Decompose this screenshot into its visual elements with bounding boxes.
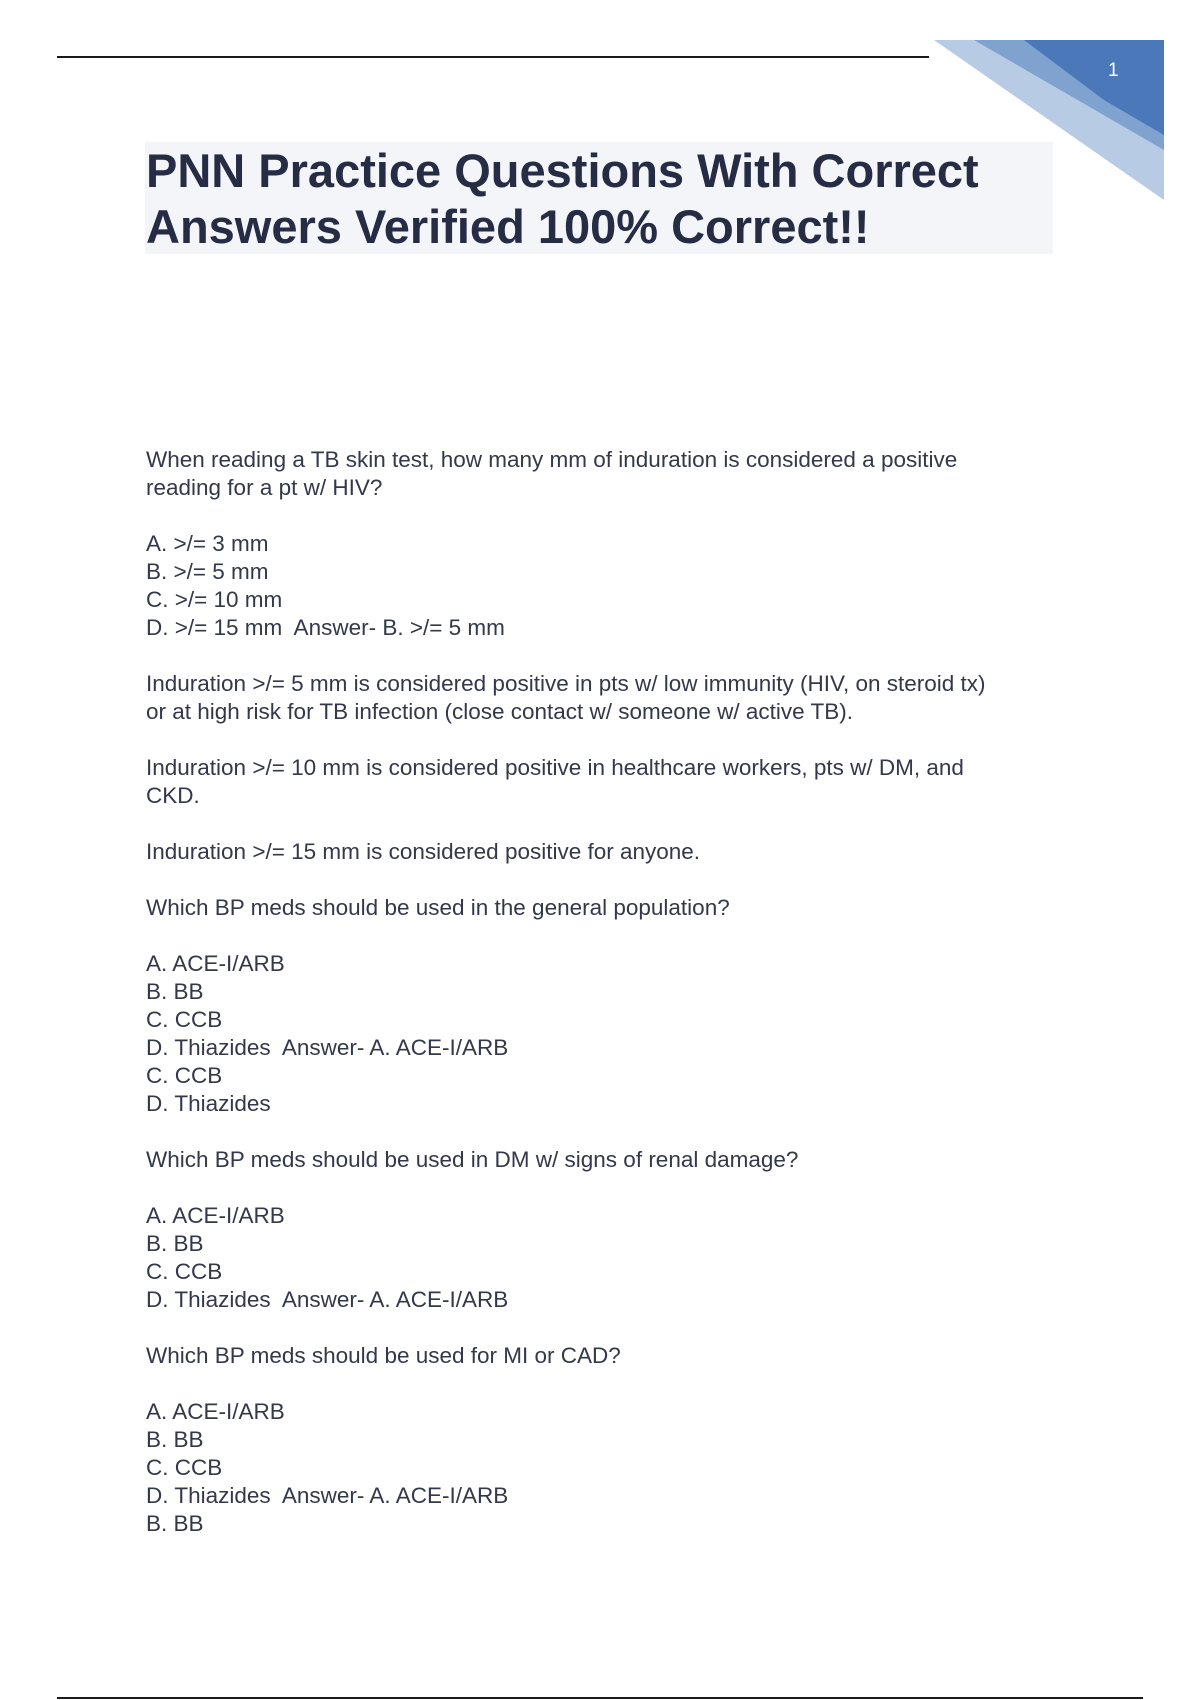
option-line: A. ACE-I/ARB bbox=[146, 1203, 285, 1228]
question-bp-general bbox=[146, 894, 1066, 922]
answer-options bbox=[146, 950, 1066, 1118]
header-rule bbox=[57, 56, 929, 58]
option-line: A. >/= 3 mm bbox=[146, 531, 269, 556]
option-line: D. Thiazides Answer- A. ACE-I/ARB bbox=[146, 1287, 509, 1312]
option-line: A. ACE-I/ARB bbox=[146, 1399, 285, 1424]
answer-options bbox=[146, 1202, 1066, 1314]
page-title bbox=[146, 143, 1046, 255]
option-line: B. BB bbox=[146, 1511, 204, 1536]
explanation-text: Induration >/= 15 mm is considered positive for anyone. bbox=[146, 839, 701, 864]
explanation-text: Induration >/= 5 mm is considered positive in pts w/ low immunity (HIV, on steroid tx) bbox=[146, 671, 986, 696]
explanation-text: or at high risk for TB infection (close contact w/ someone w/ active TB). bbox=[146, 699, 853, 724]
option-line: C. CCB bbox=[146, 1007, 223, 1032]
question-bp-dm-renal bbox=[146, 1146, 1066, 1174]
answer-options bbox=[146, 1398, 1066, 1538]
title-line: PNN Practice Questions With Correct bbox=[146, 144, 979, 197]
question-text: Which BP meds should be used for MI or CAD? bbox=[146, 1343, 621, 1368]
question-tb-skin-test bbox=[146, 446, 1066, 502]
option-line: C. >/= 10 mm bbox=[146, 587, 283, 612]
option-line: C. CCB bbox=[146, 1063, 223, 1088]
page-number: 1 bbox=[1108, 60, 1119, 81]
option-line: B. BB bbox=[146, 1231, 204, 1256]
explanation-paragraph bbox=[146, 838, 1066, 866]
question-text: Which BP meds should be used in the general population? bbox=[146, 895, 730, 920]
option-line: C. CCB bbox=[146, 1259, 223, 1284]
question-text: When reading a TB skin test, how many mm of induration is considered a positive bbox=[146, 447, 958, 472]
answer-options bbox=[146, 530, 1066, 642]
option-line: D. Thiazides Answer- A. ACE-I/ARB bbox=[146, 1035, 509, 1060]
question-bp-mi-cad bbox=[146, 1342, 1066, 1370]
option-line: B. BB bbox=[146, 979, 204, 1004]
option-line: A. ACE-I/ARB bbox=[146, 951, 285, 976]
option-line: D. >/= 15 mm Answer- B. >/= 5 mm bbox=[146, 615, 505, 640]
explanation-text: CKD. bbox=[146, 783, 200, 808]
document-body bbox=[146, 446, 1066, 1566]
option-line: D. Thiazides Answer- A. ACE-I/ARB bbox=[146, 1483, 509, 1508]
option-line: B. >/= 5 mm bbox=[146, 559, 269, 584]
explanation-text: Induration >/= 10 mm is considered positive in healthcare workers, pts w/ DM, and bbox=[146, 755, 964, 780]
question-text: Which BP meds should be used in DM w/ signs of renal damage? bbox=[146, 1147, 799, 1172]
option-line: B. BB bbox=[146, 1427, 204, 1452]
option-line: C. CCB bbox=[146, 1455, 223, 1480]
explanation-paragraph bbox=[146, 670, 1066, 726]
title-line: Answers Verified 100% Correct!! bbox=[146, 200, 870, 253]
question-text: reading for a pt w/ HIV? bbox=[146, 475, 383, 500]
explanation-paragraph bbox=[146, 754, 1066, 810]
option-line: D. Thiazides bbox=[146, 1091, 271, 1116]
footer-rule bbox=[57, 1697, 1143, 1699]
